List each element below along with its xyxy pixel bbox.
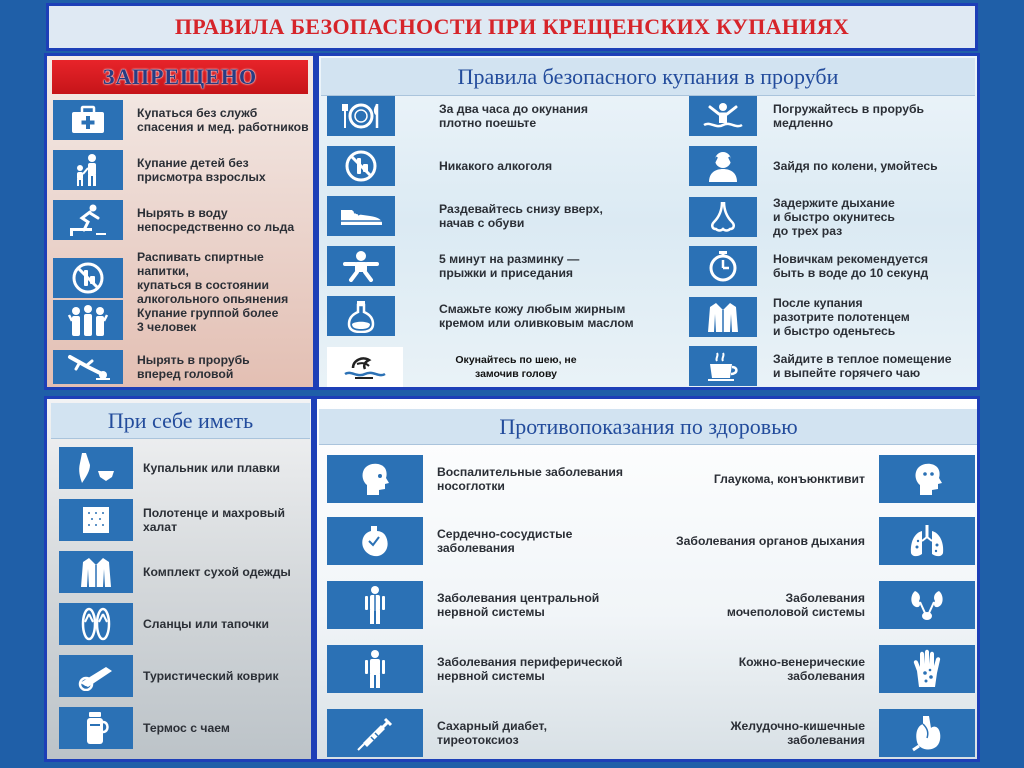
carry-title: При себе иметь <box>107 407 254 433</box>
warmup-icon <box>327 246 395 286</box>
carry-header <box>51 403 310 439</box>
hand-spots-icon <box>879 645 975 693</box>
item-text: Сердечно-сосудистые <box>437 527 573 541</box>
item-text: Сахарный диабет, <box>437 719 547 733</box>
swimsuit-icon <box>59 447 133 489</box>
item-text: Купание группой более <box>137 306 279 320</box>
item-text: Желудочно-кишечные <box>730 719 865 733</box>
hot-cup-icon <box>689 346 757 386</box>
item-text: Погружайтесь в прорубь <box>773 102 925 116</box>
item-text: Зайдите в теплое помещение <box>773 352 952 366</box>
contraindications-title: Противопоказания по здоровью <box>499 413 798 439</box>
item-text: тиреотоксиоз <box>437 733 519 747</box>
item-text: кремом или оливковым маслом <box>439 316 634 330</box>
wash-face-icon <box>689 146 757 186</box>
group-icon <box>53 300 123 340</box>
forbidden-item <box>53 150 316 190</box>
item-text: Никакого алкоголя <box>439 159 553 173</box>
syringe-icon <box>327 709 423 757</box>
carry-item <box>59 499 314 541</box>
item-text: и быстро оденьтесь <box>773 324 896 338</box>
forbidden-item <box>53 100 316 140</box>
rule-item <box>689 146 973 186</box>
item-text: Раздевайтесь снизу вверх, <box>439 202 603 216</box>
forbidden-item <box>53 300 316 340</box>
forbidden-header <box>52 60 308 94</box>
forbidden-item <box>53 250 316 306</box>
item-text: Заболевания центральной <box>437 591 600 605</box>
item-text: плотно поешьте <box>439 116 537 130</box>
first-aid-kit-icon <box>53 100 123 140</box>
item-text: Купаться без служб <box>137 106 258 120</box>
item-text: и быстро окунитесь <box>773 210 895 224</box>
item-text: Заболевания <box>785 591 865 605</box>
rule-item <box>689 296 973 338</box>
no-alcohol-icon <box>327 146 395 186</box>
carry-panel <box>44 396 314 762</box>
head-dive-icon <box>53 350 123 384</box>
item-text: быть в воде до 10 секунд <box>773 266 929 280</box>
contra-item <box>657 581 975 629</box>
item-text: халат <box>143 520 178 534</box>
face-eye-icon <box>879 455 975 503</box>
item-text: Купание детей без <box>137 156 249 170</box>
page-title-bar <box>46 3 978 51</box>
forbidden-panel <box>44 53 316 390</box>
item-text: спасения и мед. работников <box>137 120 309 134</box>
page-title: ПРАВИЛА БЕЗОПАСНОСТИ ПРИ КРЕЩЕНСКИХ КУПАНИЯХ <box>174 14 850 39</box>
body-nerves-icon <box>327 645 423 693</box>
item-text: заболевания <box>437 541 515 555</box>
swimmer-head-icon <box>327 347 403 387</box>
item-text: Комплект сухой одежды <box>143 565 291 579</box>
rule-item <box>327 296 659 336</box>
adult-child-icon <box>53 150 123 190</box>
item-text: Нырять в прорубь <box>137 353 250 367</box>
item-text: замочив голову <box>475 368 557 380</box>
item-text: нервной системы <box>437 669 545 683</box>
item-text: носоглотки <box>437 479 505 493</box>
item-text: Туристический коврик <box>143 669 279 683</box>
contra-item <box>327 581 647 629</box>
head-profile-icon <box>327 455 423 503</box>
kidneys-icon <box>879 581 975 629</box>
item-text: прыжки и приседания <box>439 266 574 280</box>
nervous-system-icon <box>327 581 423 629</box>
shoe-icon <box>327 196 395 236</box>
contra-item <box>327 709 647 757</box>
contraindications-header <box>319 409 978 445</box>
contra-item <box>657 455 975 503</box>
carry-item <box>59 603 314 645</box>
jacket-icon <box>689 297 757 337</box>
item-text: присмотра взрослых <box>137 170 266 184</box>
item-text: Задержите дыхание <box>773 196 895 210</box>
rules-title: Правила безопасного купания в проруби <box>457 63 839 89</box>
item-text: разотрите полотенцем <box>773 310 910 324</box>
contra-item <box>327 455 647 503</box>
item-text: 3 человек <box>137 320 197 334</box>
item-text: купаться в состоянии <box>137 278 270 292</box>
item-text: Купальник или плавки <box>143 461 281 475</box>
item-text: непосредственно со льда <box>137 220 295 234</box>
no-alcohol-icon <box>53 258 123 298</box>
flask-icon <box>327 296 395 336</box>
forbidden-item <box>53 350 316 384</box>
carry-item <box>59 655 314 697</box>
rule-item <box>327 146 659 186</box>
item-text: Термос с чаем <box>143 721 230 735</box>
item-text: алкогольного опьянения <box>137 292 289 306</box>
rule-item <box>689 196 973 238</box>
towel-icon <box>59 499 133 541</box>
contra-item <box>327 517 647 565</box>
rules-panel <box>316 53 980 390</box>
item-text: мочеполовой системы <box>726 605 865 619</box>
carry-item <box>59 447 314 489</box>
item-text: Распивать спиртные напитки, <box>137 250 264 278</box>
item-text: Смажьте кожу любым жирным <box>439 302 626 316</box>
plate-cutlery-icon <box>327 96 395 136</box>
carry-item <box>59 551 314 593</box>
rule-item <box>689 96 973 136</box>
stopwatch-icon <box>689 246 757 286</box>
rule-item <box>689 346 973 386</box>
item-text: нервной системы <box>437 605 545 619</box>
heart-icon <box>327 517 423 565</box>
item-text: Заболевания периферической <box>437 655 623 669</box>
item-text: После купания <box>773 296 863 310</box>
item-text: Зайдя по колени, умойтесь <box>773 159 938 173</box>
person-in-water-icon <box>689 96 757 136</box>
item-text: Кожно-венерические <box>738 655 865 669</box>
thermos-icon <box>59 707 133 749</box>
contraindications-panel <box>314 396 980 762</box>
item-text: 5 минут на разминку — <box>439 252 580 266</box>
contra-item <box>657 645 975 693</box>
item-text: и выпейте горячего чаю <box>773 366 921 380</box>
rule-item <box>327 246 659 286</box>
clothes-icon <box>59 551 133 593</box>
carry-item <box>59 707 314 749</box>
rule-item-special <box>327 347 601 387</box>
contra-item <box>327 645 647 693</box>
flip-flops-icon <box>59 603 133 645</box>
lungs-icon <box>879 517 975 565</box>
item-text: медленно <box>773 116 834 130</box>
item-text: заболевания <box>787 669 865 683</box>
nose-icon <box>689 197 757 237</box>
forbidden-title: ЗАПРЕЩЕНО <box>102 64 258 89</box>
mat-roll-icon <box>59 655 133 697</box>
item-text: Новичкам рекомендуется <box>773 252 929 266</box>
contra-item <box>657 517 975 565</box>
dive-from-ice-icon <box>53 200 123 240</box>
rule-item <box>327 196 659 236</box>
item-text: Сланцы или тапочки <box>143 617 269 631</box>
item-text: Полотенце и махровый <box>143 506 285 520</box>
rule-item <box>689 246 973 286</box>
rules-header <box>321 58 975 96</box>
item-text: до трех раз <box>773 224 843 238</box>
forbidden-item <box>53 200 316 240</box>
item-text: Воспалительные заболевания <box>437 465 623 479</box>
item-text: Окунайтесь по шею, не <box>455 354 577 366</box>
item-text: заболевания <box>787 733 865 747</box>
item-text: Глаукома, конъюнктивит <box>713 472 865 486</box>
item-text: вперед головой <box>137 367 234 381</box>
rule-item <box>327 96 659 136</box>
contra-item <box>657 709 975 757</box>
item-text: За два часа до окунания <box>439 102 588 116</box>
stomach-icon <box>879 709 975 757</box>
item-text: Заболевания органов дыхания <box>676 534 865 548</box>
item-text: начав с обуви <box>439 216 525 230</box>
item-text: Нырять в воду <box>137 206 228 220</box>
